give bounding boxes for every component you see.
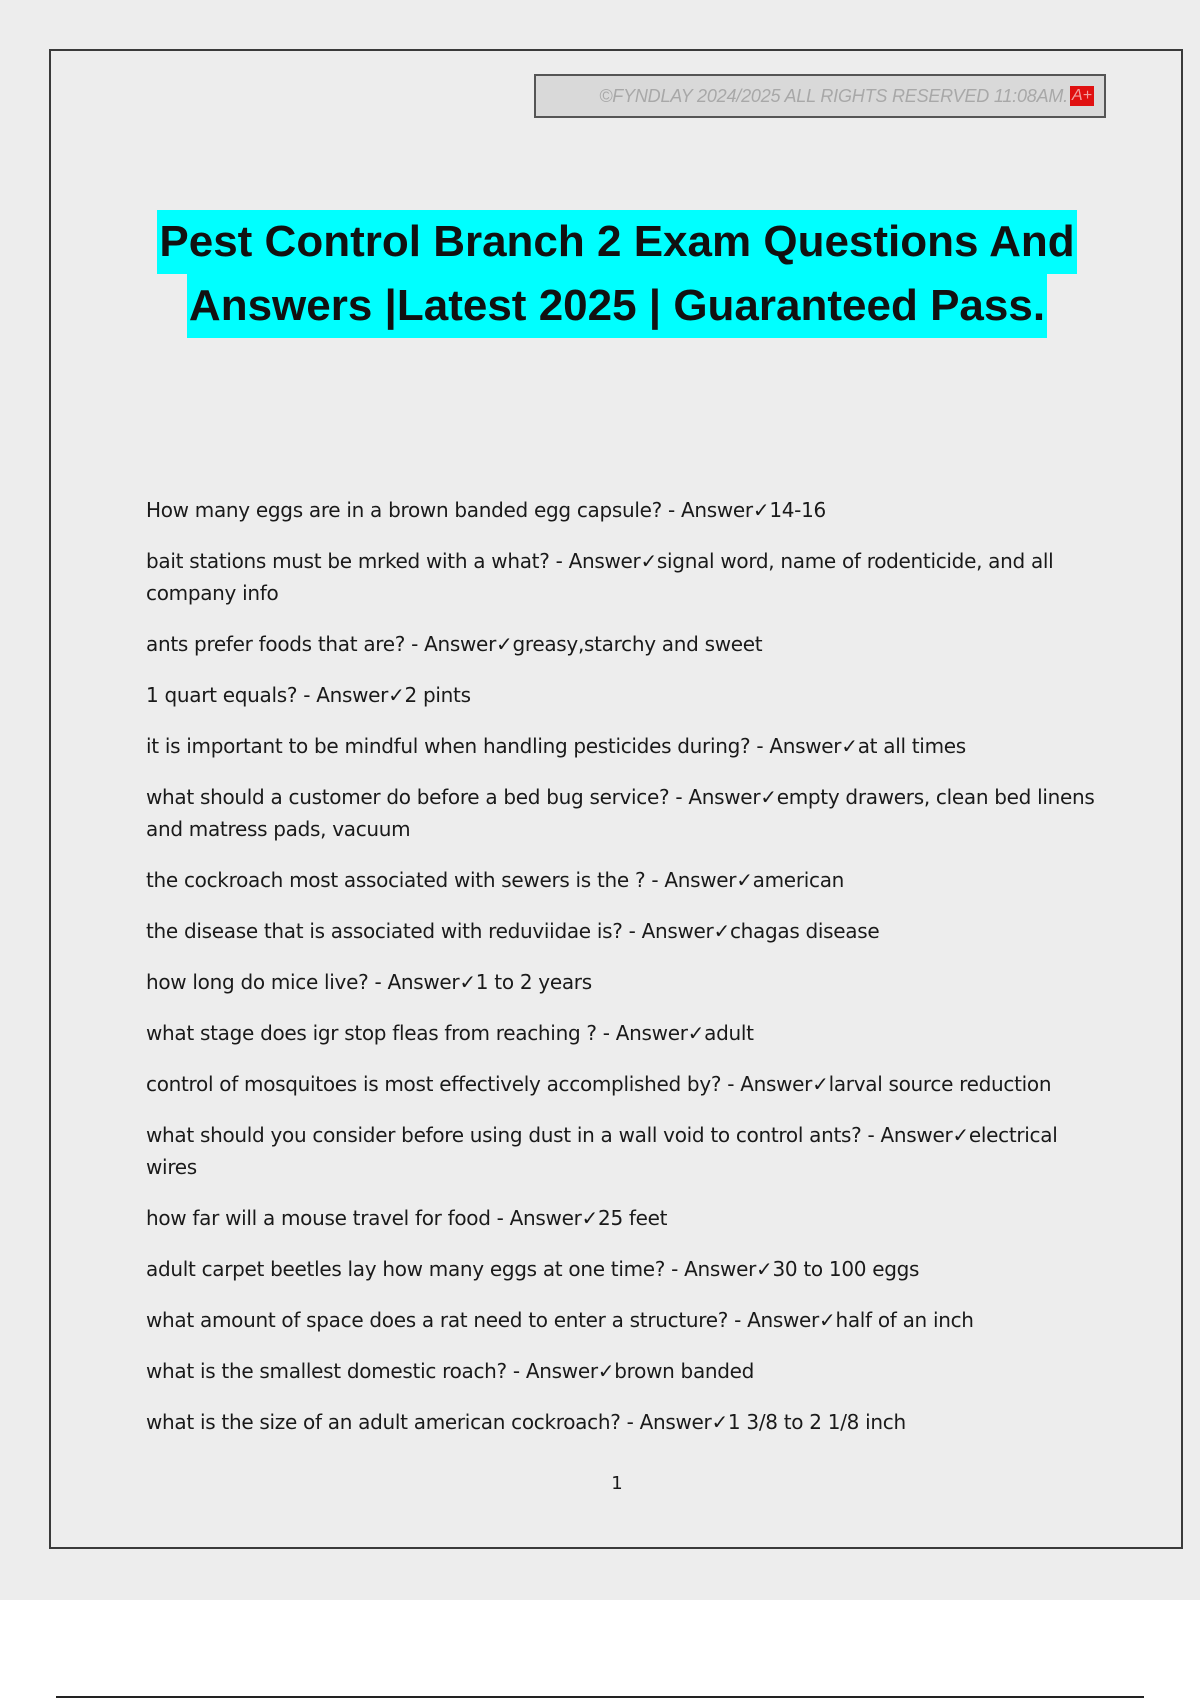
qa-separator: - — [506, 1359, 526, 1383]
qa-separator: - — [622, 919, 642, 943]
qa-question: ants prefer foods that are? — [146, 632, 406, 656]
answer-label: Answer — [769, 734, 842, 758]
check-mark-icon: ✓ — [736, 868, 753, 892]
qa-item — [146, 1119, 1096, 1183]
qa-answer: electrical wires — [146, 1123, 1058, 1179]
qa-separator: - — [645, 868, 665, 892]
grade-badge: A+ — [1071, 87, 1092, 104]
page-number: 1 — [611, 1473, 623, 1494]
qa-question: bait stations must be mrked with a what? — [146, 549, 550, 573]
answer-label: Answer — [688, 785, 761, 809]
check-mark-icon: ✓ — [687, 1021, 705, 1045]
qa-question: control of mosquitoes is most effectively accomplished by? — [146, 1072, 722, 1096]
answer-label: Answer — [880, 1123, 953, 1147]
answer-label: Answer — [424, 632, 496, 656]
qa-answer: larval source reduction — [828, 1072, 1052, 1096]
qa-item — [146, 730, 1096, 762]
qa-separator: - — [596, 1021, 616, 1045]
qa-separator: - — [721, 1072, 741, 1096]
qa-question: what amount of space does a rat need to enter a structure? — [146, 1308, 729, 1332]
qa-separator: - — [728, 1308, 748, 1332]
qa-separator: - — [661, 498, 681, 522]
qa-separator: - — [750, 734, 770, 758]
qa-answer: 1 3/8 to 2 1/8 inch — [727, 1410, 906, 1434]
qa-answer: empty drawers, clean bed linens and matress pads, vacuum — [146, 785, 1095, 841]
check-mark-icon: ✓ — [752, 498, 770, 522]
check-mark-icon: ✓ — [952, 1123, 969, 1147]
qa-item — [146, 966, 1096, 998]
qa-question: what stage does igr stop fleas from reaching ? — [146, 1021, 597, 1045]
copyright-header — [534, 74, 1106, 118]
qa-question: what is the smallest domestic roach? — [146, 1359, 507, 1383]
bottom-divider — [56, 1696, 1144, 1698]
qa-answer: 25 feet — [598, 1206, 668, 1230]
qa-question: 1 quart equals? — [146, 683, 298, 707]
qa-answer: chagas disease — [729, 919, 880, 943]
answer-label: Answer — [641, 919, 714, 943]
qa-answer: greasy,starchy and sweet — [512, 632, 763, 656]
qa-separator: - — [297, 683, 317, 707]
title-line-2: Answers |Latest 2025 | Guaranteed Pass. — [187, 274, 1047, 338]
qa-item — [146, 679, 1096, 711]
document-title — [90, 210, 1144, 338]
check-mark-icon: ✓ — [496, 632, 513, 656]
answer-label: Answer — [684, 1257, 757, 1281]
check-mark-icon: ✓ — [812, 1072, 829, 1096]
qa-item — [146, 1068, 1096, 1100]
qa-question: how long do mice live? — [146, 970, 369, 994]
question-answer-list — [146, 494, 1096, 1457]
qa-question: what should a customer do before a bed bug service? — [146, 785, 670, 809]
check-mark-icon: ✓ — [760, 785, 777, 809]
qa-question: the cockroach most associated with sewers is the ? — [146, 868, 646, 892]
qa-item — [146, 1253, 1096, 1285]
qa-question: adult carpet beetles lay how many eggs at one time? — [146, 1257, 666, 1281]
qa-separator: - — [620, 1410, 640, 1434]
answer-label: Answer — [615, 1021, 688, 1045]
qa-question: How many eggs are in a brown banded egg capsule? — [146, 498, 662, 522]
qa-item — [146, 1202, 1096, 1234]
qa-answer: 2 pints — [404, 683, 471, 707]
qa-item — [146, 1406, 1096, 1438]
qa-item — [146, 494, 1096, 526]
qa-question: what is the size of an adult american cockroach? — [146, 1410, 621, 1434]
qa-separator: - — [861, 1123, 881, 1147]
qa-item — [146, 781, 1096, 845]
qa-separator: - — [665, 1257, 685, 1281]
qa-answer: 1 to 2 years — [475, 970, 592, 994]
check-mark-icon: ✓ — [597, 1359, 615, 1383]
qa-item — [146, 864, 1096, 896]
answer-label: Answer — [664, 868, 737, 892]
check-mark-icon: ✓ — [459, 970, 476, 994]
answer-label: Answer — [387, 970, 460, 994]
answer-label: Answer — [568, 549, 641, 573]
qa-answer: at all times — [857, 734, 966, 758]
qa-item — [146, 915, 1096, 947]
check-mark-icon: ✓ — [818, 1308, 836, 1332]
answer-label: Answer — [639, 1410, 712, 1434]
answer-label: Answer — [680, 498, 753, 522]
qa-answer: signal word, name of rodenticide, and all company info — [146, 549, 1054, 605]
qa-separator: - — [405, 632, 425, 656]
answer-label: Answer — [525, 1359, 598, 1383]
check-mark-icon: ✓ — [388, 683, 405, 707]
qa-separator: - — [368, 970, 388, 994]
qa-answer: adult — [704, 1021, 754, 1045]
check-mark-icon: ✓ — [581, 1206, 599, 1230]
qa-question: how far will a mouse travel for food — [146, 1206, 491, 1230]
check-mark-icon: ✓ — [711, 1410, 728, 1434]
qa-item — [146, 1355, 1096, 1387]
answer-label: Answer — [509, 1206, 582, 1230]
qa-answer: brown banded — [614, 1359, 755, 1383]
qa-question: it is important to be mindful when handling pesticides during? — [146, 734, 751, 758]
qa-separator: - — [549, 549, 569, 573]
check-mark-icon: ✓ — [640, 549, 657, 573]
check-mark-icon: ✓ — [756, 1257, 773, 1281]
title-line-1: Pest Control Branch 2 Exam Questions And — [157, 210, 1076, 274]
answer-label: Answer — [740, 1072, 813, 1096]
qa-item — [146, 628, 1096, 660]
qa-item — [146, 1304, 1096, 1336]
qa-question: what should you consider before using dust in a wall void to control ants? — [146, 1123, 862, 1147]
qa-answer: half of an inch — [835, 1308, 974, 1332]
answer-label: Answer — [316, 683, 389, 707]
qa-answer: 14-16 — [769, 498, 826, 522]
qa-separator: - — [669, 785, 689, 809]
answer-label: Answer — [747, 1308, 819, 1332]
qa-item — [146, 1017, 1096, 1049]
qa-answer: 30 to 100 eggs — [772, 1257, 920, 1281]
check-mark-icon: ✓ — [841, 734, 858, 758]
qa-item — [146, 545, 1096, 609]
copyright-text: ©FYNDLAY 2024/2025 ALL RIGHTS RESERVED 11:08AM. — [599, 85, 1068, 106]
qa-question: the disease that is associated with reduviidae is? — [146, 919, 623, 943]
qa-separator: - — [490, 1206, 510, 1230]
qa-answer: american — [752, 868, 845, 892]
check-mark-icon: ✓ — [713, 919, 730, 943]
